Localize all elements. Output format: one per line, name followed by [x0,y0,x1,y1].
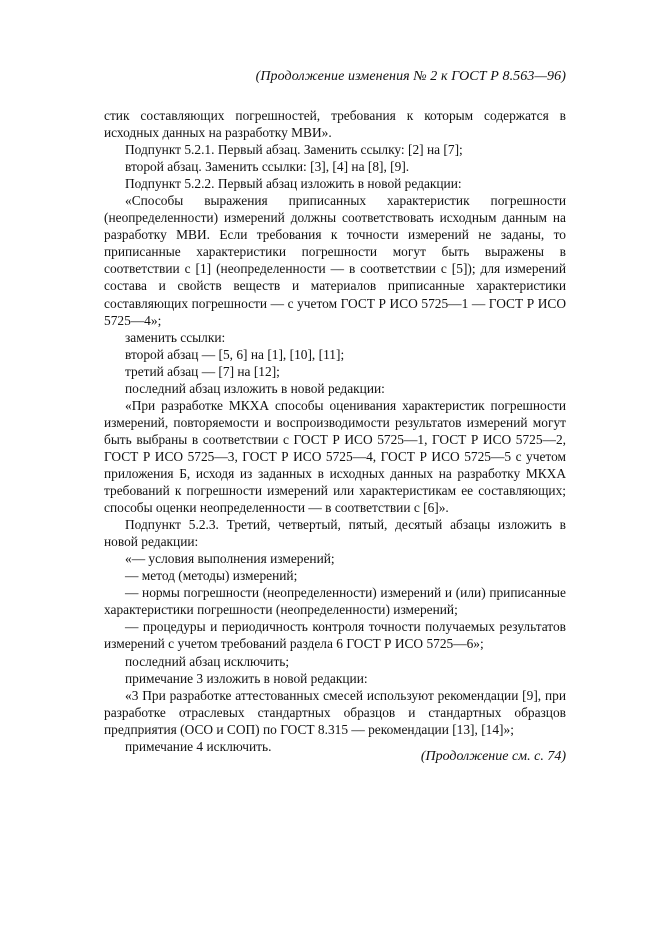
page-footer-continuation: (Продолжение см. с. 74) [420,749,566,764]
paragraph: второй абзац. Заменить ссылки: [3], [4] на [8], [9]. [125,159,410,175]
paragraph: Подпункт 5.2.3. Третий, четвертый, пятый, десятый абзацы изложить в новой редакции: [104,517,566,550]
list-item: «— условия выполнения измерений; [125,551,335,567]
paragraph: Подпункт 5.2.1. Первый абзац. Заменить ссылку: [2] на [7]; [125,142,463,158]
paragraph: «Способы выражения приписанных характеристик погрешности (неопределенности) измерений должны соответствовать исходным данным на разработку МВИ. Если требования к точности измерений не заданы, то приписанные характеристики погрешности могут быть выражены в соответствии с [1] (неопределенности — в соответствии с [5]); для измерений состава и свойств веществ и материалов приписанные характеристики составляющих погрешности — с учетом ГОСТ Р ИСО 5725—1 — ГОСТ Р ИСО 5725—4»; [104,193,566,328]
paragraph: «При разработке МКХА способы оценивания характеристик погрешности измерений, повторяемости и воспроизводимости результатов измерений могут быть выбраны в соответствии с ГОСТ Р ИСО 5725—1, ГОСТ Р ИСО 5725—2, ГОСТ Р ИСО 5725—3, ГОСТ Р ИСО 5725—4, ГОСТ Р ИСО 5725—5 с учетом приложения Б, исходя из заданных в исходных данных на разработку МКХА требований к погрешности измерений или характеристикам ее составляющих; способы оценки неопределенности — в соответствии с [6]». [104,397,566,516]
paragraph: Подпункт 5.2.2. Первый абзац изложить в новой редакции: [125,176,462,192]
list-item: — нормы погрешности (неопределенности) измерений и (или) приписанные характеристики погрешности (неопределенности) измерений; [104,585,566,618]
list-item: — метод (методы) измерений; [125,568,298,584]
paragraph: стик составляющих погрешностей, требования к которым содержатся в исходных данных на разработку МВИ». [104,108,566,141]
paragraph: третий абзац — [7] на [12]; [125,363,280,379]
list-item: — процедуры и периодичность контроля точности получаемых результатов измерений с учетом требований раздела 6 ГОСТ Р ИСО 5725—6»; [104,619,566,652]
paragraph: примечание 3 изложить в новой редакции: [125,670,368,686]
paragraph: последний абзац исключить; [125,653,290,669]
paragraph: последний абзац изложить в новой редакции: [125,380,385,396]
document-page [104,68,566,755]
document-body [104,107,566,755]
paragraph: заменить ссылки: [125,329,226,345]
paragraph: «3 При разработке аттестованных смесей используют рекомендации [9], при разработке отраслевых стандартных образцов и стандартных образцов предприятия (ОСО и СОП) по ГОСТ 8.315 — рекомендации [13], [14]»; [104,687,566,737]
paragraph: второй абзац — [5, 6] на [1], [10], [11]; [125,346,345,362]
page-header-continuation: (Продолжение изменения № 2 к ГОСТ Р 8.563—96) [255,69,566,84]
paragraph: примечание 4 исключить. [125,738,272,754]
